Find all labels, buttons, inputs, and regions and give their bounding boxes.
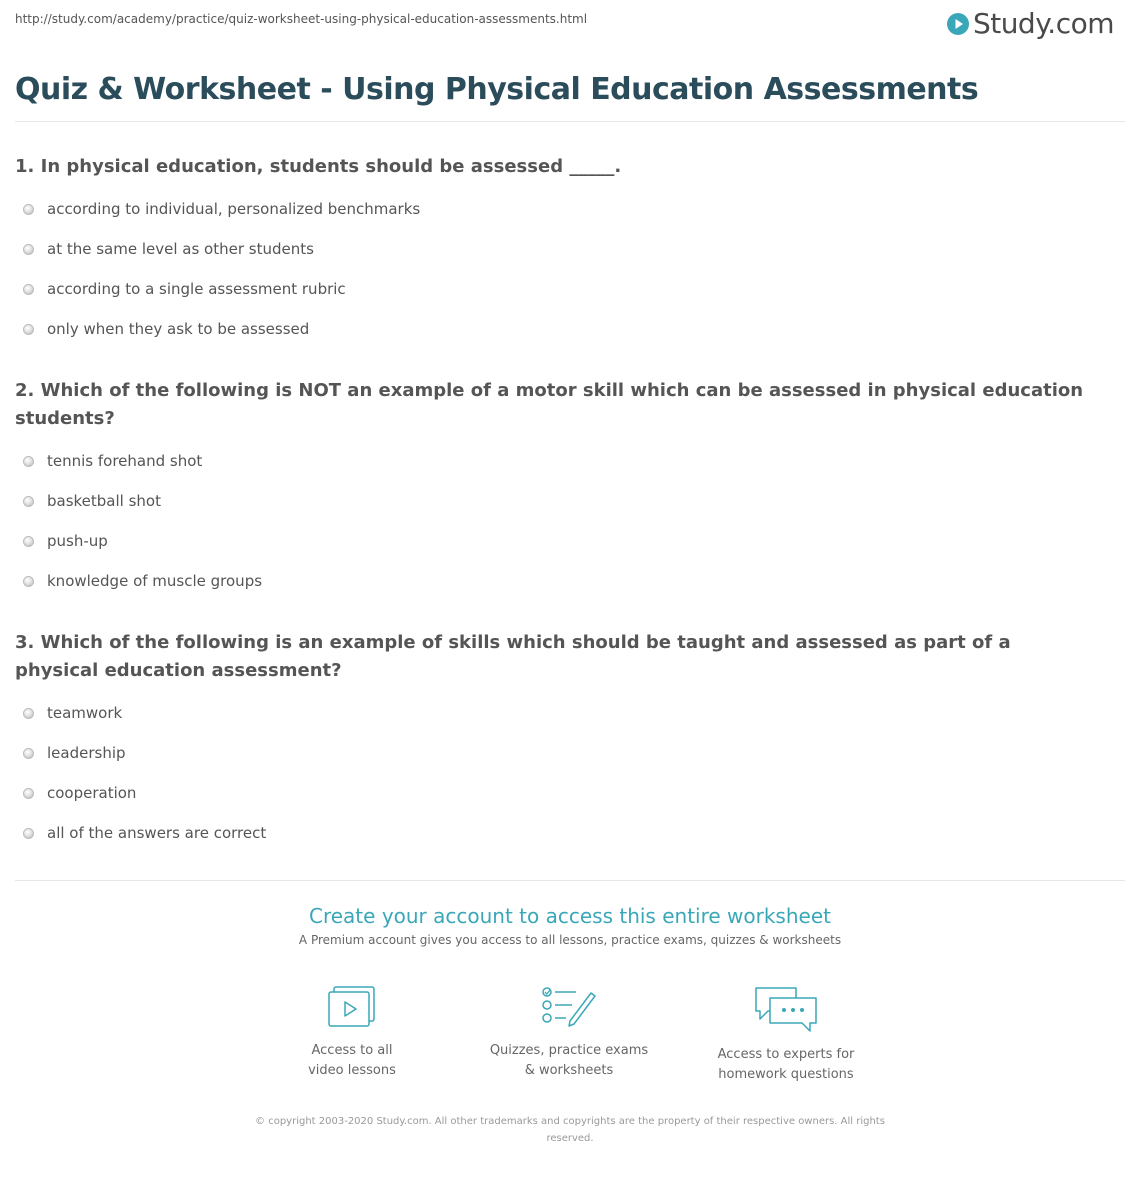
video-lessons-icon [326, 985, 378, 1029]
radio-button-icon[interactable] [23, 788, 34, 799]
feature-label: Access to experts for homework questions [717, 1047, 855, 1082]
answer-list-1 [23, 189, 420, 349]
radio-button-icon[interactable] [23, 204, 34, 215]
feature-quizzes [459, 985, 679, 1081]
question-3: 3. Which of the following is an example of skills which should be taught and assessed as part of a physical education assessment? [15, 632, 1011, 681]
answer-label: all of the answers are correct [47, 824, 267, 842]
answer-label: at the same level as other students [47, 240, 314, 258]
answer-label: leadership [47, 744, 126, 762]
copyright-notice: © copyright 2003-2020 Study.com. All other trademarks and copyrights are the property of their respective owners. All rights reserved. [255, 1116, 885, 1144]
radio-button-icon[interactable] [23, 708, 34, 719]
answer-label: only when they ask to be assessed [47, 320, 310, 338]
radio-button-icon[interactable] [23, 324, 34, 335]
answer-option[interactable] [23, 481, 262, 521]
cta-divider [15, 880, 1125, 881]
answer-option[interactable] [23, 441, 262, 481]
answer-list-2 [23, 441, 262, 601]
answer-option[interactable] [23, 773, 266, 813]
feature-label: Quizzes, practice exams & worksheets [489, 1043, 649, 1078]
question-1: 1. In physical education, students should be assessed _____. [15, 156, 622, 177]
header-bar [0, 0, 1140, 50]
play-circle-icon [946, 12, 970, 36]
answer-label: tennis forehand shot [47, 452, 203, 470]
answer-option[interactable] [23, 561, 262, 601]
radio-button-icon[interactable] [23, 576, 34, 587]
chat-bubbles-icon [754, 985, 818, 1033]
answer-label: knowledge of muscle groups [47, 572, 263, 590]
feature-video-lessons [242, 985, 462, 1081]
radio-button-icon[interactable] [23, 748, 34, 759]
answer-list-3 [23, 693, 266, 853]
answer-label: teamwork [47, 704, 123, 722]
title-divider [15, 121, 1125, 122]
answer-option[interactable] [23, 521, 262, 561]
answer-label: push-up [47, 532, 108, 550]
logo-text: Study.com [972, 7, 1114, 40]
answer-option[interactable] [23, 309, 420, 349]
cta-subtitle: A Premium account gives you access to all lessons, practice exams, quizzes & worksheets [298, 933, 842, 947]
answer-option[interactable] [23, 733, 266, 773]
page-title: Quiz & Worksheet - Using Physical Education Assessments [15, 72, 979, 107]
radio-button-icon[interactable] [23, 828, 34, 839]
quiz-checklist-icon [540, 985, 598, 1029]
answer-label: cooperation [47, 784, 137, 802]
create-account-link[interactable]: Create your account to access this entire worksheet [309, 904, 831, 928]
study-logo[interactable] [946, 8, 1114, 40]
answer-label: according to a single assessment rubric [47, 280, 346, 298]
radio-button-icon[interactable] [23, 496, 34, 507]
answer-label: according to individual, personalized benchmarks [47, 200, 421, 218]
radio-button-icon[interactable] [23, 244, 34, 255]
question-2: 2. Which of the following is NOT an example of a motor skill which can be assessed in physical education students? [15, 380, 1084, 429]
radio-button-icon[interactable] [23, 456, 34, 467]
page-url: http://study.com/academy/practice/quiz-worksheet-using-physical-education-assessments.html [15, 12, 588, 26]
feature-experts [676, 985, 896, 1085]
radio-button-icon[interactable] [23, 284, 34, 295]
radio-button-icon[interactable] [23, 536, 34, 547]
answer-option[interactable] [23, 269, 420, 309]
answer-label: basketball shot [47, 492, 161, 510]
answer-option[interactable] [23, 813, 266, 853]
answer-option[interactable] [23, 693, 266, 733]
feature-label: Access to all video lessons [308, 1043, 396, 1078]
answer-option[interactable] [23, 229, 420, 269]
answer-option[interactable] [23, 189, 420, 229]
